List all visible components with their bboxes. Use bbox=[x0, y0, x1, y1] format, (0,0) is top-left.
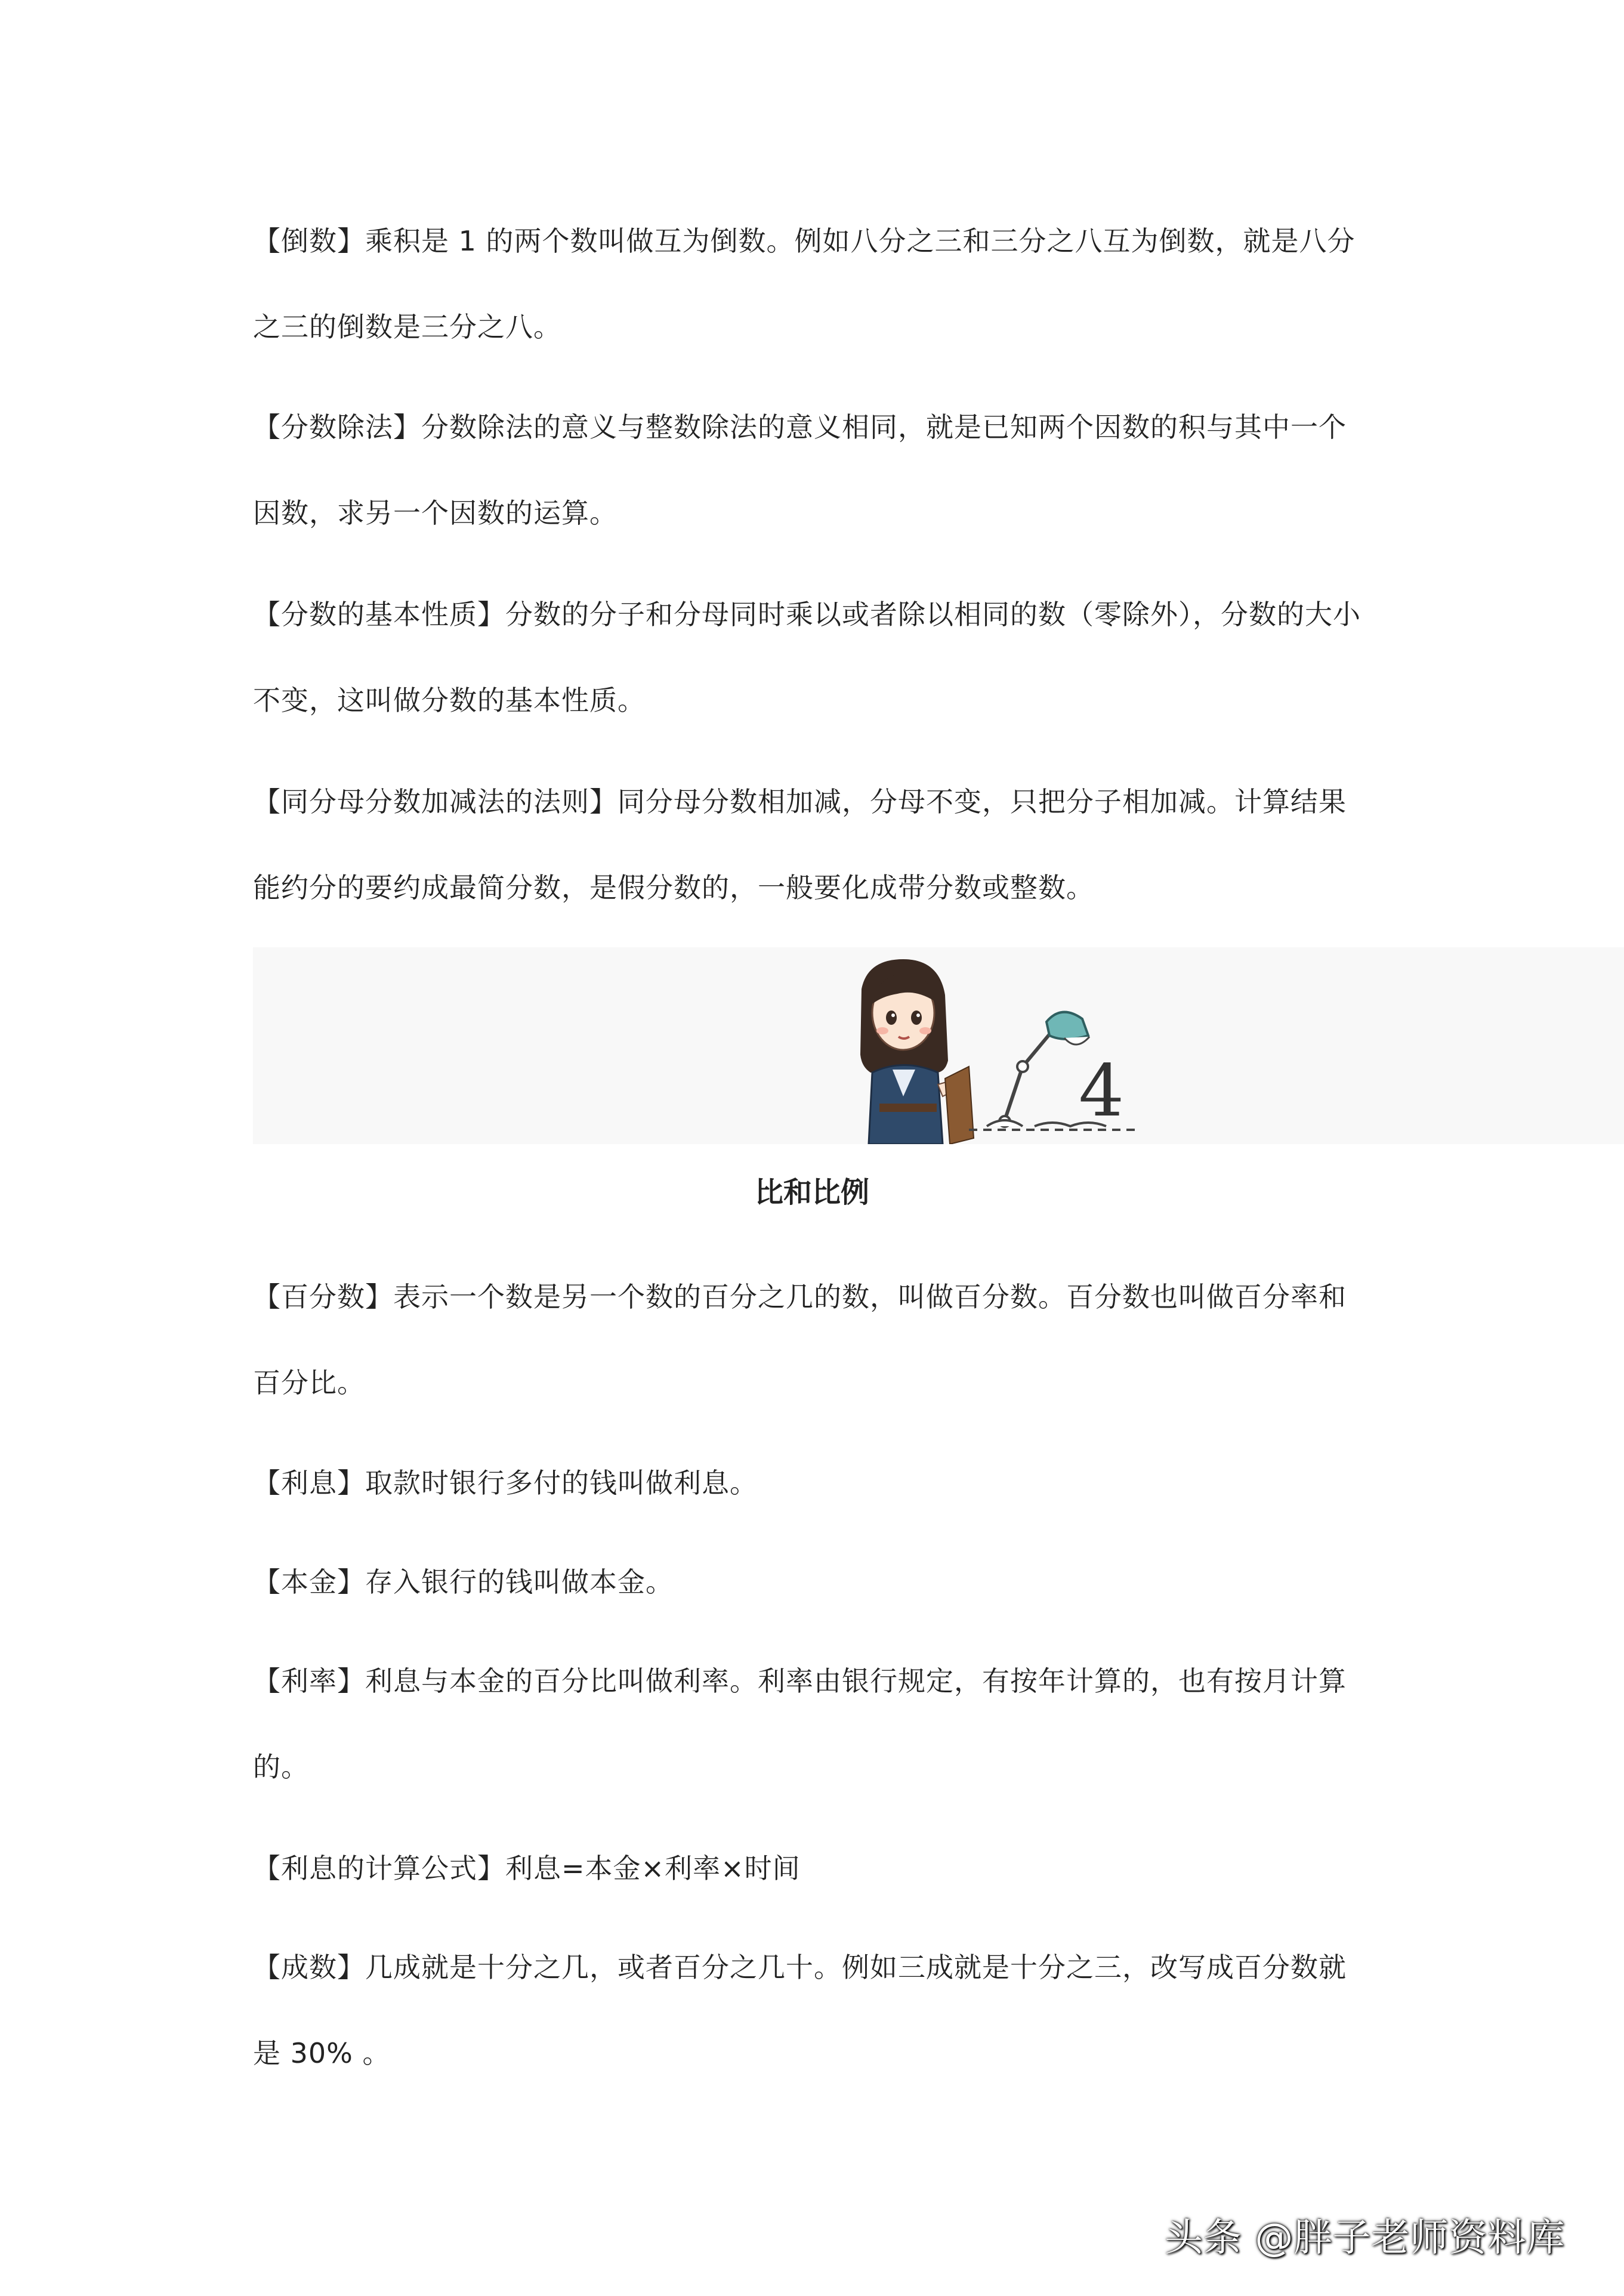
term-definition: 同分母分数相加减，分母不变，只把分子相加减。计算结果能约分的要约成最简分数，是假分数的，一般要化成带分数或整数。 bbox=[253, 786, 1347, 904]
term-definition: 利息与本金的百分比叫做利率。利率由银行规定，有按年计算的，也有按月计算的。 bbox=[253, 1665, 1347, 1783]
paragraph-reciprocal bbox=[253, 198, 1372, 370]
paragraph-tenths bbox=[253, 1924, 1372, 2096]
section-illustration bbox=[253, 947, 1624, 1144]
term-label: 【分数除法】 bbox=[253, 411, 421, 443]
paragraph-fraction-division bbox=[253, 384, 1372, 556]
term-label: 【利息的计算公式】 bbox=[253, 1852, 505, 1884]
term-definition: 利息=本金×利率×时间 bbox=[505, 1852, 801, 1884]
paragraph-principal bbox=[253, 1539, 1372, 1625]
term-definition: 几成就是十分之几，或者百分之几十。例如三成就是十分之三，改写成百分数就是 30% 。 bbox=[253, 1951, 1347, 2069]
term-label: 【百分数】 bbox=[253, 1281, 393, 1313]
paragraph-interest-formula bbox=[253, 1825, 1372, 1911]
term-label: 【倒数】 bbox=[253, 225, 365, 257]
paragraph-fraction-property bbox=[253, 571, 1372, 743]
term-definition: 分数除法的意义与整数除法的意义相同，就是已知两个因数的积与其中一个因数，求另一个因数的运算。 bbox=[253, 411, 1347, 529]
paragraph-percentage bbox=[253, 1254, 1372, 1426]
section-title: 比和比例 bbox=[754, 1176, 869, 1209]
source-watermark: 头条 @胖子老师资料库 bbox=[1165, 2216, 1566, 2260]
paragraph-interest bbox=[253, 1440, 1372, 1526]
paragraph-same-denominator-rule bbox=[253, 759, 1372, 931]
term-label: 【分数的基本性质】 bbox=[253, 598, 505, 631]
term-definition: 表示一个数是另一个数的百分之几的数，叫做百分数。百分数也叫做百分率和百分比。 bbox=[253, 1281, 1347, 1399]
term-label: 【利率】 bbox=[253, 1665, 365, 1697]
term-label: 【同分母分数加减法的法则】 bbox=[253, 786, 618, 818]
term-definition: 存入银行的钱叫做本金。 bbox=[365, 1566, 674, 1598]
term-label: 【成数】 bbox=[253, 1951, 365, 1983]
paragraph-interest-rate bbox=[253, 1638, 1372, 1810]
term-definition: 乘积是 1 的两个数叫做互为倒数。例如八分之三和三分之八互为倒数，就是八分之三的倒数是三分之八。 bbox=[253, 225, 1356, 343]
section-number: 4 bbox=[1078, 1050, 1125, 1133]
term-label: 【利息】 bbox=[253, 1467, 365, 1499]
term-label: 【本金】 bbox=[253, 1566, 365, 1598]
term-definition: 分数的分子和分母同时乘以或者除以相同的数（零除外），分数的大小不变，这叫做分数的基本性质。 bbox=[253, 598, 1361, 716]
term-definition: 取款时银行多付的钱叫做利息。 bbox=[365, 1467, 758, 1499]
teacher-lamp-illustration bbox=[826, 947, 1136, 1144]
